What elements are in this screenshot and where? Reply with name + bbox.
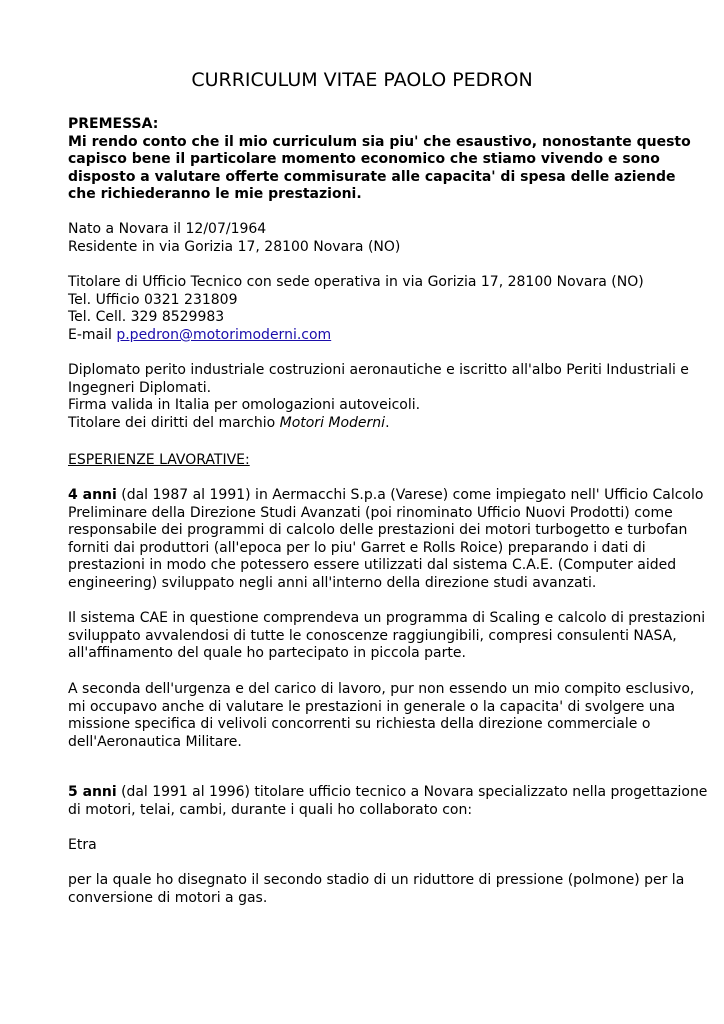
etra-line: per la quale ho disegnato il secondo stadio di un riduttore di pressione (polmone) per la — [68, 872, 685, 888]
office-line: Titolare di Ufficio Tecnico con sede operativa in via Gorizia 17, 28100 Novara (NO) — [68, 274, 644, 290]
brand-name: Motori Moderni — [279, 414, 386, 431]
job2-duration: 5 anni — [68, 784, 117, 800]
premessa-line: Mi rendo conto che il mio curriculum sia piu' che esaustivo, nonostante questo — [68, 133, 691, 150]
etra-name: Etra — [68, 837, 97, 853]
brand-prefix: Titolare dei diritti del marchio — [68, 414, 280, 431]
qualification-line: Firma valida in Italia per omologazioni autoveicoli. — [68, 397, 421, 414]
job1-line: engineering) sviluppato negli anni all'interno della direzione studi avanzati. — [68, 574, 597, 591]
urgency-line: A seconda dell'urgenza e del carico di lavoro, pur non essendo un mio compito esclusivo, — [68, 681, 695, 697]
etra-paragraph — [68, 872, 685, 907]
tel-office-line: Tel. Ufficio 0321 231809 — [68, 291, 238, 308]
premessa-line: capisco bene il particolare momento economico che stiamo vivendo e sono — [68, 151, 660, 168]
urgency-line: missione specifica di velivoli concorrenti su richiesta della direzione commerciale o — [68, 716, 651, 733]
residence-line: Residente in via Gorizia 17, 28100 Novara (NO) — [68, 238, 401, 255]
cae-line: Il sistema CAE in questione comprendeva un programma di Scaling e calcolo di prestazioni — [68, 610, 706, 626]
job2-first-line — [68, 784, 708, 802]
premessa-line: disposto a valutare offerte commisurate alle capacita' di spesa delle aziende — [68, 168, 676, 185]
job1-first-text: (dal 1987 al 1991) in Aermacchi S.p.a (Varese) come impiegato nell' Ufficio Calcolo — [116, 487, 704, 503]
premessa-heading: PREMESSA: — [68, 116, 159, 132]
etra-line: conversione di motori a gas. — [68, 889, 268, 906]
tel-cell-line: Tel. Cell. 329 8529983 — [68, 309, 225, 326]
email-link[interactable]: p.pedron@motorimoderni.com — [116, 326, 332, 343]
brand-line — [68, 415, 668, 433]
job1-first-line — [68, 487, 704, 505]
job1-section — [68, 487, 704, 593]
experience-heading: ESPERIENZE LAVORATIVE: — [68, 452, 250, 468]
cae-paragraph — [68, 610, 706, 663]
urgency-line: mi occupavo anche di valutare le prestazioni in generale o la capacita' di svolgere una — [68, 698, 676, 715]
qualification-line: Diplomato perito industriale costruzioni aeronautiche e iscritto all'albo Periti Industriali e — [68, 362, 689, 378]
brand-suffix: . — [385, 414, 390, 431]
page-title: CURRICULUM VITAE PAOLO PEDRON — [191, 69, 533, 91]
job2-line: di motori, telai, cambi, durante i quali ho collaborato con: — [68, 801, 473, 818]
urgency-line: dell'Aeronautica Militare. — [68, 733, 242, 750]
job2-section — [68, 784, 708, 819]
email-label: E-mail — [68, 326, 117, 343]
cae-line: sviluppato avvalendosi di tutte le conoscenze raggiungibili, compresi consulenti NASA, — [68, 627, 677, 644]
email-line — [68, 327, 668, 345]
job1-line: responsabile dei programmi di calcolo delle prestazioni dei motori turbogetto e turbofan — [68, 522, 688, 539]
qualifications-section — [68, 362, 689, 432]
job1-line: Preliminare della Direzione Studi Avanzati (poi rinominato Ufficio Nuovi Prodotti) come — [68, 504, 673, 521]
premessa-line: che richiederanno le mie prestazioni. — [68, 186, 362, 203]
birth-line: Nato a Novara il 12/07/1964 — [68, 221, 267, 237]
etra-heading-block — [68, 837, 668, 855]
job1-line: prestazioni in modo che potessero essere utilizzati dal sistema C.A.E. (Computer aided — [68, 557, 677, 574]
birth-section — [68, 221, 668, 256]
job1-line: forniti dai produttori (all'epoca per lo piu' Garret e Rolls Roice) preparando i dati di — [68, 539, 646, 556]
cae-line: all'affinamento del quale ho partecipato in piccola parte. — [68, 645, 466, 662]
qualification-line: Ingegneri Diplomati. — [68, 379, 212, 396]
job2-first-text: (dal 1991 al 1996) titolare ufficio tecnico a Novara specializzato nella progettazione — [116, 784, 708, 800]
contacts-section — [68, 274, 668, 344]
urgency-paragraph — [68, 681, 695, 751]
premessa-section — [68, 116, 691, 204]
experience-heading-block — [68, 452, 668, 470]
job1-duration: 4 anni — [68, 487, 117, 503]
